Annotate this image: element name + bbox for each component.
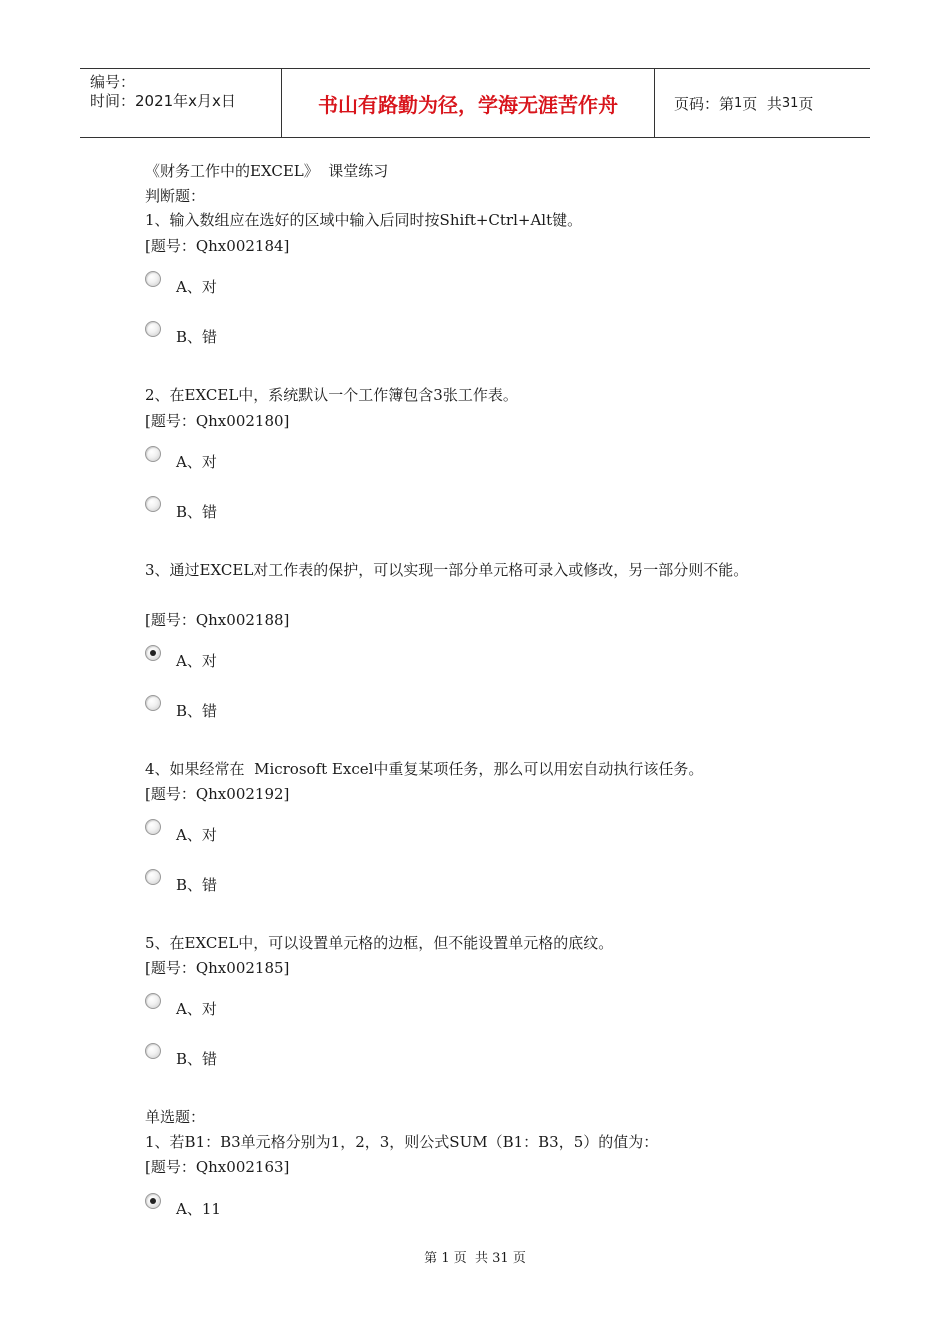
- question-text: 1、输入数组应在选好的区域中输入后同时按Shift+Ctrl+Alt键。: [145, 211, 583, 229]
- number-label: 编号：: [90, 73, 136, 91]
- option-label: B、错: [176, 1050, 218, 1068]
- footer-mid: 页 共: [453, 1251, 488, 1266]
- footer-suffix: 页: [512, 1251, 526, 1266]
- question-id: [题号：Qhx002163]: [145, 1158, 290, 1176]
- question-text: 5、在EXCEL中，可以设置单元格的边框，但不能设置单元格的底纹。: [145, 934, 614, 952]
- footer-prefix: 第: [424, 1251, 438, 1266]
- option-label: B、错: [176, 328, 218, 346]
- radio-button[interactable]: [145, 1043, 161, 1059]
- question-text: 1、若B1：B3单元格分别为1，2，3，则公式SUM（B1：B3，5）的值为：: [145, 1133, 659, 1151]
- page-suffix: 页: [798, 94, 814, 113]
- header-info-cell: [80, 69, 282, 137]
- answer-option[interactable]: [145, 271, 445, 295]
- header-page-number: [664, 69, 870, 137]
- question-id: [题号：Qhx002185]: [145, 959, 290, 977]
- answer-option[interactable]: [145, 1193, 445, 1217]
- question-text: 2、在EXCEL中，系统默认一个工作簿包含3张工作表。: [145, 386, 518, 404]
- answer-option[interactable]: [145, 993, 445, 1017]
- radio-button[interactable]: [145, 446, 161, 462]
- page-header: [80, 68, 870, 138]
- answer-option[interactable]: [145, 869, 445, 893]
- answer-option[interactable]: [145, 446, 445, 470]
- question-id: [题号：Qhx002180]: [145, 412, 290, 430]
- option-label: A、对: [176, 278, 217, 296]
- section-single: 单选题：: [145, 1108, 206, 1126]
- page-footer: [0, 1247, 950, 1266]
- footer-total: 31: [492, 1251, 509, 1266]
- option-label: B、错: [176, 702, 218, 720]
- question-id: [题号：Qhx002188]: [145, 611, 290, 629]
- radio-button[interactable]: [145, 993, 161, 1009]
- question-text: 4、如果经常在 Microsoft Excel中重复某项任务，那么可以用宏自动执行该任务。: [145, 760, 704, 778]
- option-label: A、11: [176, 1200, 221, 1218]
- option-label: A、对: [176, 453, 217, 471]
- answer-option[interactable]: [145, 1043, 445, 1067]
- radio-button[interactable]: [145, 496, 161, 512]
- footer-current: 1: [441, 1251, 450, 1266]
- doc-title: 《财务工作中的EXCEL》 课堂练习: [145, 162, 389, 180]
- radio-button[interactable]: [145, 321, 161, 337]
- answer-option[interactable]: [145, 645, 445, 669]
- page-total: 31: [781, 95, 799, 111]
- radio-button[interactable]: [145, 695, 161, 711]
- radio-button[interactable]: [145, 869, 161, 885]
- option-label: A、对: [176, 652, 217, 670]
- question-id: [题号：Qhx002192]: [145, 785, 290, 803]
- option-label: B、错: [176, 876, 218, 894]
- option-label: A、对: [176, 1000, 217, 1018]
- page-prefix: 页码：第: [674, 94, 735, 113]
- header-motto: 书山有路勤为径，学海无涯苦作舟: [282, 69, 655, 137]
- question-id: [题号：Qhx002184]: [145, 237, 290, 255]
- answer-option[interactable]: [145, 819, 445, 843]
- answer-option[interactable]: [145, 321, 445, 345]
- option-label: A、对: [176, 826, 217, 844]
- radio-button-selected[interactable]: [145, 645, 161, 661]
- radio-button[interactable]: [145, 819, 161, 835]
- answer-option[interactable]: [145, 695, 445, 719]
- time-label: 时间：2021年x月x日: [90, 92, 236, 110]
- section-judge: 判断题：: [145, 187, 206, 205]
- page-mid: 页 共: [742, 94, 782, 113]
- page-current: 1: [734, 95, 743, 111]
- option-label: B、错: [176, 503, 218, 521]
- radio-button[interactable]: [145, 271, 161, 287]
- answer-option[interactable]: [145, 496, 445, 520]
- question-text: 3、通过EXCEL对工作表的保护，可以实现一部分单元格可录入或修改，另一部分则不能。: [145, 561, 749, 579]
- radio-button-selected[interactable]: [145, 1193, 161, 1209]
